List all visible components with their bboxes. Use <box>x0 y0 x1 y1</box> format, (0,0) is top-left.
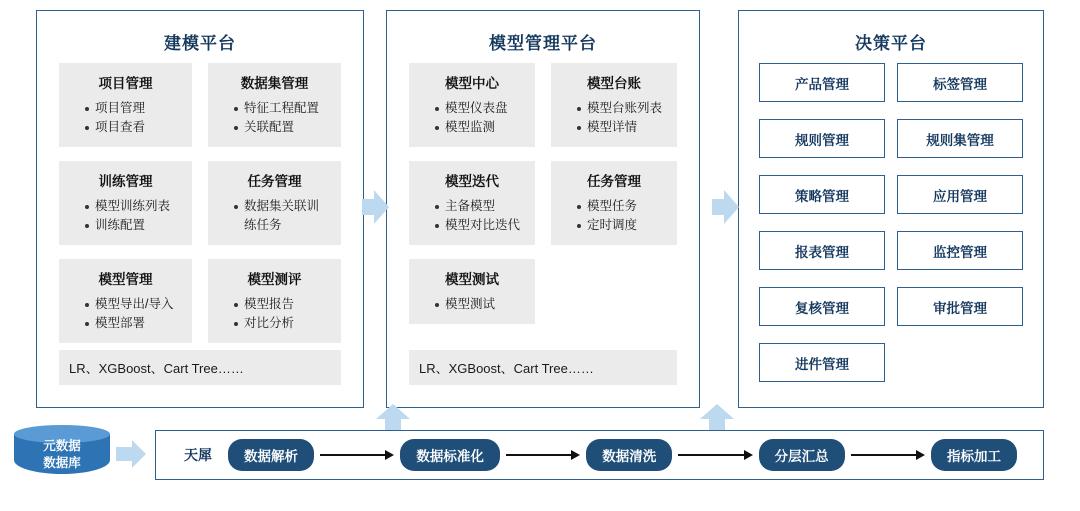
list-item: 模型台账列表 <box>577 99 667 118</box>
arrow-up-icon-pipeline-to-modeling <box>376 404 410 432</box>
card-title: 模型管理 <box>98 272 153 287</box>
card-project-management <box>59 63 192 147</box>
card-title: 训练管理 <box>98 174 153 189</box>
card-title: 模型中心 <box>445 76 499 91</box>
card-title: 数据集管理 <box>240 76 309 91</box>
card-model-test <box>409 259 535 324</box>
card-model-management <box>59 259 192 343</box>
dp-button-report-management[interactable]: 报表管理 <box>759 231 885 270</box>
pipeline-step-data-cleaning[interactable]: 数据清洗 <box>586 439 672 471</box>
panel-title-decision: 决策平台 <box>855 34 927 53</box>
dp-button-approval-management[interactable]: 审批管理 <box>897 287 1023 326</box>
list-item: 模型训练列表 <box>85 197 182 216</box>
algorithm-strip-modeling: LR、XGBoost、Cart Tree…… <box>59 350 341 385</box>
dp-button-monitoring-management[interactable]: 监控管理 <box>897 231 1023 270</box>
data-pipeline-bar <box>155 430 1044 480</box>
pipeline-arrow-icon-3 <box>678 450 752 460</box>
pipeline-label: 天犀 <box>184 447 212 463</box>
dp-button-review-management[interactable]: 复核管理 <box>759 287 885 326</box>
list-item: 模型部署 <box>85 314 182 333</box>
arrow-right-icon-modeling-to-management <box>362 190 388 224</box>
list-item: 训练配置 <box>85 216 182 235</box>
dp-button-intake-management[interactable]: 进件管理 <box>759 343 885 382</box>
card-title: 任务管理 <box>587 174 641 189</box>
list-item: 主备模型 <box>435 197 525 216</box>
card-dataset-management <box>208 63 341 147</box>
card-model-ledger <box>551 63 677 147</box>
list-item: 特征工程配置 <box>234 99 331 118</box>
panel-modeling-platform <box>36 10 364 408</box>
list-item: 定时调度 <box>577 216 667 235</box>
pipeline-arrow-icon-4 <box>851 450 925 460</box>
card-title: 项目管理 <box>98 76 153 91</box>
modeling-card-group <box>37 63 363 357</box>
list-item: 模型详情 <box>577 118 667 137</box>
list-item: 模型测试 <box>435 295 525 314</box>
card-model-evaluation <box>208 259 341 343</box>
pipeline-step-data-parsing[interactable]: 数据解析 <box>228 439 314 471</box>
card-training-management <box>59 161 192 245</box>
arrow-up-icon-pipeline-to-decision <box>700 404 734 432</box>
pipeline-step-layered-aggregation[interactable]: 分层汇总 <box>759 439 845 471</box>
list-item: 模型报告 <box>234 295 331 314</box>
pipeline-step-data-standardization[interactable]: 数据标准化 <box>400 439 500 471</box>
database-cylinder-icon <box>14 425 110 483</box>
model-management-card-group <box>387 63 699 338</box>
arrow-right-icon-management-to-decision <box>712 190 738 224</box>
dp-button-application-management[interactable]: 应用管理 <box>897 175 1023 214</box>
list-item: 模型仪表盘 <box>435 99 525 118</box>
card-model-center <box>409 63 535 147</box>
card-title: 模型台账 <box>587 76 641 91</box>
dp-button-rule-management[interactable]: 规则管理 <box>759 119 885 158</box>
pipeline-arrow-icon-1 <box>320 450 394 460</box>
decision-button-grid <box>759 63 1023 399</box>
panel-decision-platform <box>738 10 1044 408</box>
dp-button-rule-set-management[interactable]: 规则集管理 <box>897 119 1023 158</box>
algorithm-strip-model-management: LR、XGBoost、Cart Tree…… <box>409 350 677 385</box>
pipeline-arrow-icon-2 <box>506 450 580 460</box>
dp-button-label-management[interactable]: 标签管理 <box>897 63 1023 102</box>
card-task-management-b <box>551 161 677 245</box>
panel-title-model-management: 模型管理平台 <box>489 34 597 53</box>
panel-model-management-platform <box>386 10 700 408</box>
list-item: 模型监测 <box>435 118 525 137</box>
card-title: 任务管理 <box>247 174 302 189</box>
card-title: 模型迭代 <box>445 174 499 189</box>
arrow-right-icon-db-to-pipeline <box>116 440 148 468</box>
dp-button-product-management[interactable]: 产品管理 <box>759 63 885 102</box>
dp-button-strategy-management[interactable]: 策略管理 <box>759 175 885 214</box>
list-item: 模型对比迭代 <box>435 216 525 235</box>
list-item: 模型导出/导入 <box>85 295 182 314</box>
card-task-management <box>208 161 341 245</box>
database-label-line1: 元数据 <box>43 439 81 453</box>
list-item: 关联配置 <box>234 118 331 137</box>
panel-title-modeling: 建模平台 <box>164 34 236 53</box>
list-item: 项目查看 <box>85 118 182 137</box>
list-item: 项目管理 <box>85 99 182 118</box>
card-title: 模型测评 <box>247 272 302 287</box>
database-label-line2: 数据库 <box>43 456 81 470</box>
list-item: 对比分析 <box>234 314 331 333</box>
list-item: 模型任务 <box>577 197 667 216</box>
list-item: 数据集关联训练任务 <box>234 197 331 235</box>
card-title: 模型测试 <box>445 272 499 287</box>
card-model-iteration <box>409 161 535 245</box>
pipeline-step-metric-processing[interactable]: 指标加工 <box>931 439 1017 471</box>
